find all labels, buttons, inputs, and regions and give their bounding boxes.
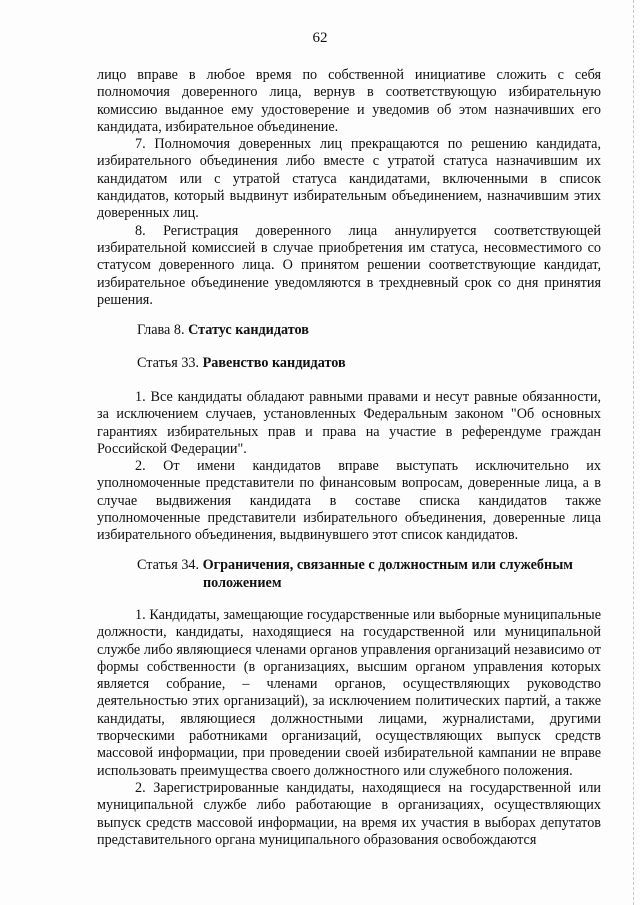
chapter-heading	[137, 322, 309, 339]
paragraph: 8. Регистрация доверенного лица аннулируется соответствующей избирательной комиссией в случае приобретения им статуса, несовместимого со статусом доверенного лица. О принятом решении соответствующие кандидат, избирательное объединение уведомляются в трехдневный срок со дня принятия решения.	[97, 222, 601, 308]
article-33-heading	[137, 355, 346, 372]
article-33-body	[97, 389, 601, 545]
chapter-title: Статус кандидатов	[188, 322, 309, 338]
article-34-heading	[137, 556, 577, 592]
article-34-body	[97, 607, 601, 849]
article-prefix: Статья 33.	[137, 355, 203, 371]
chapter-prefix: Глава 8.	[137, 322, 189, 338]
paragraph: 1. Кандидаты, замещающие государственные или выборные муниципальные должности, кандидаты, находящиеся на государственной или муниципальной службе либо являющиеся членами органов управления организаций независимо от формы собственности (в организациях, высшим органом управления которых является собрание, – членами органов, осуществляющих руководство деятельностью этих организаций), за исключением политических партий, а также кандидаты, являющиеся должностными лицами, журналистами, другими творческими работниками организаций, осуществляющих выпуск средств массовой информации, при проведении своей избирательной кампании не вправе использовать преимущества своего должностного или служебного положения.	[97, 607, 601, 779]
article-title-line2: положением	[203, 575, 282, 591]
paragraph: 7. Полномочия доверенных лиц прекращаются по решению кандидата, избирательного объединения либо вместе с утратой статуса назначившим их кандидатом или с утратой статуса кандидатами, включенными в список кандидатов, который выдвинут избирательным объединением, назначившим этих доверенных лиц.	[97, 136, 601, 222]
article-title: Равенство кандидатов	[202, 355, 346, 371]
page-number: 62	[312, 30, 328, 46]
paragraph: 1. Все кандидаты обладают равными правами и несут равные обязанности, за исключением случаев, установленных Федеральным законом "Об основных гарантиях избирательных прав и права на участие в референдуме граждан Российской Федерации".	[97, 389, 601, 457]
article-prefix: Статья 34.	[137, 557, 203, 573]
paragraph: 2. От имени кандидатов вправе выступать исключительно их уполномоченные представители по финансовым вопросам, доверенные лица, а в случае выдвижения кандидата в составе списка кандидатов также уполномоченные представители избирательного объединения, доверенные лица избирательного объединения, выдвинувшего этот список кандидатов.	[97, 458, 601, 544]
paragraph: 2. Зарегистрированные кандидаты, находящиеся на государственной или муниципальной службе либо работающие в организациях, осуществляющих выпуск средств массовой информации, на время их участия в выборах депутатов представительного органа муниципального образования освобождаются	[97, 779, 601, 848]
scan-edge-line	[632, 0, 634, 905]
article-title-line1: Ограничения, связанные с должностным или служебным	[202, 557, 573, 573]
paragraph-block-duties	[97, 67, 601, 309]
paragraph: лицо вправе в любое время по собственной инициативе сложить с себя полномочия доверенного лица, вернув в соответствующую избирательную комиссию выданное ему удостоверение и уведомив об этом назначивших его кандидата, избирательное объединение.	[97, 67, 601, 135]
